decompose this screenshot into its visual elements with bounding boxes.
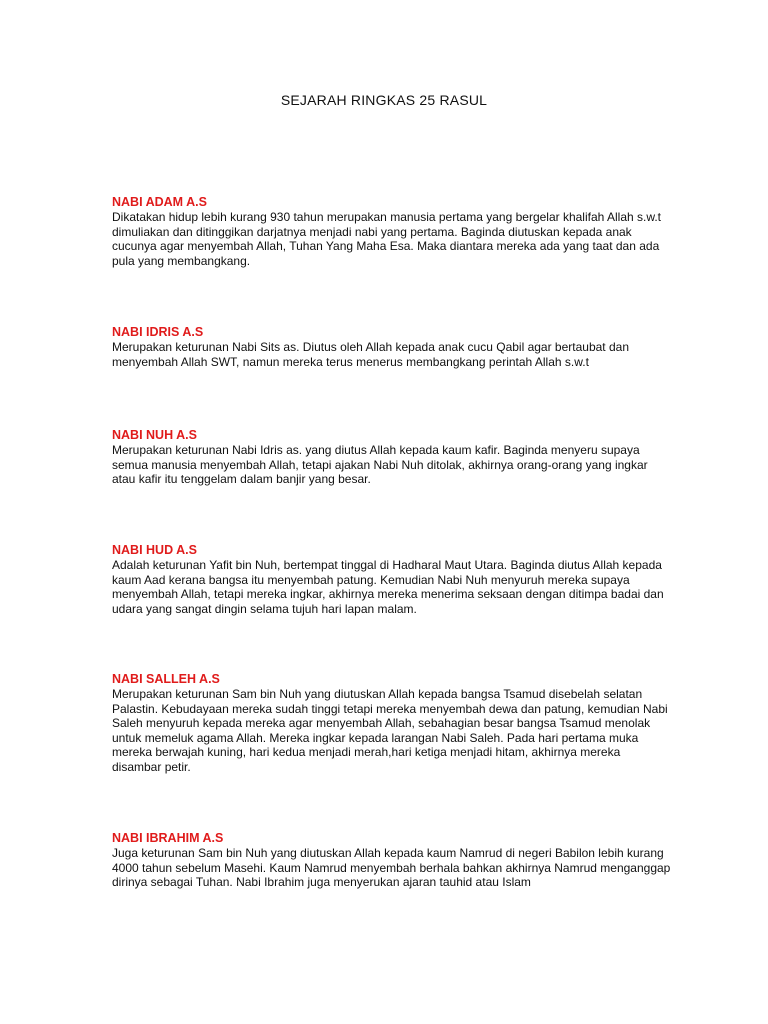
section-body: Dikatakan hidup lebih kurang 930 tahun merupakan manusia pertama yang bergelar khalifah Allah s.w.t dimuliakan dan ditinggikan darjatnya menjadi nabi yang pertama. Baginda diutuskan kepada anak cucunya agar menyembah Allah, Tuhan Yang Maha Esa. Maka diantara mereka ada yang taat dan ada pula yang membangkang. <box>112 210 662 268</box>
section-nabi-salleh <box>112 672 672 775</box>
section-body: Merupakan keturunan Nabi Sits as. Diutus oleh Allah kepada anak cucu Qabil agar bertaubat dan menyembah Allah SWT, namun mereka terus menerus membangkang perintah Allah s.w.t <box>112 340 629 369</box>
section-body: Juga keturunan Sam bin Nuh yang diutuskan Allah kepada kaum Namrud di negeri Babilon lebih kurang 4000 tahun sebelum Masehi. Kaum Namrud menyembah berhala bahkan akhirnya Namrud menganggap dirinya sebagai Tuhan. Nabi Ibrahim juga menyerukan ajaran tauhid atau Islam <box>112 846 671 890</box>
section-nabi-adam <box>112 195 672 268</box>
section-nabi-hud <box>112 543 672 616</box>
section-nabi-idris <box>112 325 672 369</box>
section-body: Adalah keturunan Yafit bin Nuh, bertempat tinggal di Hadharal Maut Utara. Baginda diutus Allah kepada kaum Aad kerana bangsa itu menyembah patung. Kemudian Nabi Nuh menyuruh mereka supaya menyembah Allah, tetapi mereka ingkar, akhirnya mereka menerima seksaan dengan ditimpa badai dan udara yang sangat dingin selama tujuh hari lapan malam. <box>112 558 664 616</box>
section-body: Merupakan keturunan Nabi Idris as. yang diutus Allah kepada kaum kafir. Baginda menyeru supaya semua manusia menyembah Allah, tetapi ajakan Nabi Nuh ditolak, akhirnya orang-orang yang ingkar atau kafir itu tenggelam dalam banjir yang besar. <box>112 443 648 487</box>
section-heading: NABI IDRIS A.S <box>112 325 204 339</box>
section-heading: NABI NUH A.S <box>112 428 197 442</box>
section-nabi-nuh <box>112 428 672 487</box>
document-title: SEJARAH RINGKAS 25 RASUL <box>280 92 488 108</box>
section-heading: NABI SALLEH A.S <box>112 672 220 686</box>
section-heading: NABI IBRAHIM A.S <box>112 831 224 845</box>
section-heading: NABI ADAM A.S <box>112 195 207 209</box>
section-body: Merupakan keturunan Sam bin Nuh yang diutuskan Allah kepada bangsa Tsamud disebelah selatan Palastin. Kebudayaan mereka sudah tinggi tetapi mereka menyembah dewa dan patung, kemudian Nabi Saleh menyuruh kepada mereka agar menyembah Allah, sebahagian besar bangsa Tsamud menolak untuk memeluk agama Allah. Mereka ingkar kepada larangan Nabi Saleh. Pada hari pertama muka mereka berwajah kuning, hari kedua menjadi merah,hari ketiga menjadi hitam, akhirnya mereka disambar petir. <box>112 687 668 774</box>
section-nabi-ibrahim <box>112 831 672 890</box>
section-heading: NABI HUD A.S <box>112 543 197 557</box>
